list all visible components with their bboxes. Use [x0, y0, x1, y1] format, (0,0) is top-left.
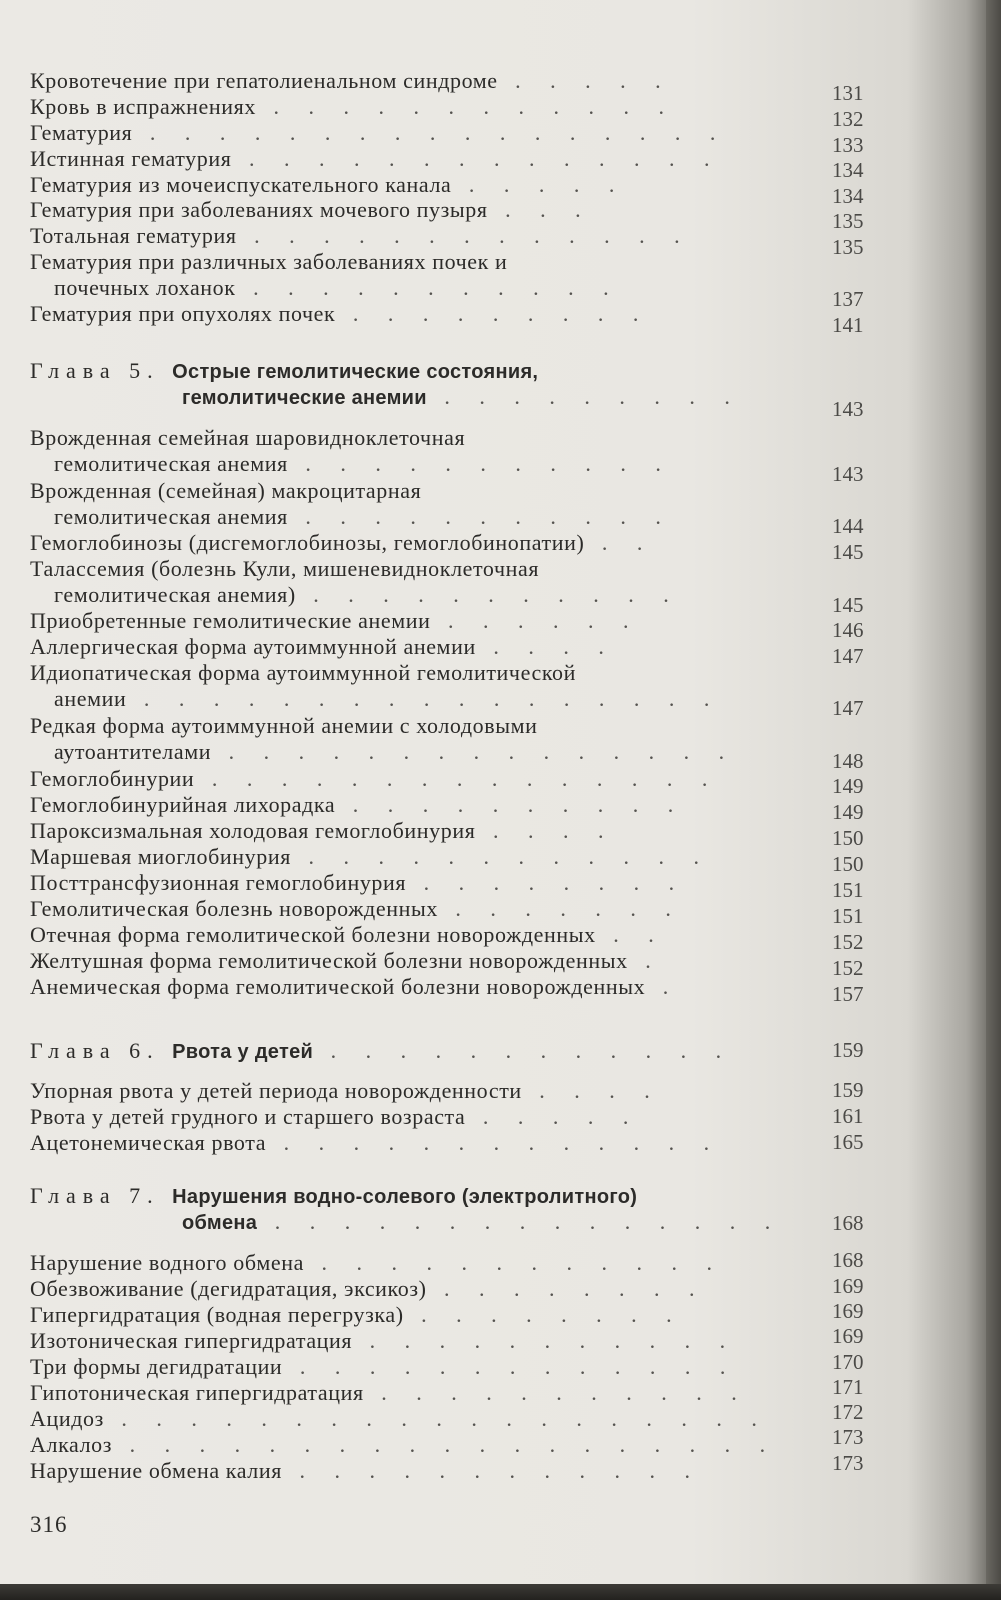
- entry-page-number: 145: [832, 593, 864, 617]
- toc-entry-line: [30, 146, 830, 172]
- toc-entry: [30, 478, 830, 530]
- dot-leader: .: [645, 974, 681, 999]
- entry-title: гемолитическая анемия: [54, 504, 288, 529]
- toc-entry-line: [30, 974, 830, 1000]
- entry-page-number: 151: [832, 878, 864, 902]
- toc-entry-line: [30, 530, 830, 556]
- toc-entry: [30, 556, 830, 608]
- toc-entry-line: [30, 68, 830, 94]
- toc-entry-line: [30, 896, 830, 922]
- toc-entry-line: [30, 478, 830, 504]
- toc-entry: [30, 1406, 830, 1432]
- toc-entry: [30, 425, 830, 477]
- entry-page-number: 149: [832, 774, 864, 798]
- entry-page-number: 146: [832, 618, 864, 642]
- entry-page-number: 149: [832, 800, 864, 824]
- entry-title: анемии: [54, 686, 127, 711]
- dot-leader: . . . . . .: [430, 608, 641, 633]
- entry-page-number: 169: [832, 1274, 864, 1298]
- entry-page-number: 169: [832, 1299, 864, 1323]
- toc-entry: [30, 146, 830, 172]
- dot-leader: . . . . . . . . . . .: [352, 1328, 738, 1353]
- entry-title: Нарушение обмена калия: [30, 1458, 282, 1483]
- entry-page-number: 132: [832, 107, 864, 131]
- entry-title: Гематурия при различных заболеваниях почек и: [30, 249, 508, 274]
- entry-page-number: 168: [832, 1211, 864, 1235]
- toc-entry-line: [30, 425, 830, 451]
- entry-page-number: 148: [832, 749, 864, 773]
- dot-leader: . . . . . . . . . .: [335, 792, 686, 817]
- dot-leader: . . . .: [521, 1078, 662, 1103]
- toc-entry-line: [30, 634, 830, 660]
- dot-leader: . . . . .: [497, 68, 673, 93]
- entry-title: Аллергическая форма аутоиммунной анемии: [30, 634, 476, 659]
- entry-title: Приобретенные гемолитические анемии: [30, 608, 431, 633]
- toc-entry: [30, 197, 830, 223]
- toc-chapter-heading: [30, 1038, 830, 1064]
- entry-page-number: 172: [832, 1400, 864, 1424]
- dot-leader: . . . . . . . . . . . . .: [236, 223, 692, 248]
- entry-title: почечных лоханок: [54, 275, 236, 300]
- toc-entry: [30, 120, 830, 146]
- toc-entry: [30, 1354, 830, 1380]
- dot-leader: . . . . . . . . . . .: [287, 451, 673, 476]
- toc-entry-line: [30, 1183, 830, 1209]
- entry-title: Маршевая миоглобинурия: [30, 844, 291, 869]
- toc-entry-line: [30, 660, 830, 686]
- toc-entry-line: [30, 1458, 830, 1484]
- entry-title: Гематурия при опухолях почек: [30, 301, 336, 326]
- toc-chapter-heading: [30, 1183, 830, 1235]
- toc-entry-line: [30, 384, 830, 410]
- entry-title: Редкая форма аутоиммунной анемии с холодовыми: [30, 713, 538, 738]
- toc-entry-line: [30, 1380, 830, 1406]
- toc-entry: [30, 1104, 830, 1130]
- dot-leader: . . . . . . . . . . . .: [281, 1458, 702, 1483]
- entry-page-number: 157: [832, 982, 864, 1006]
- entry-page-number: 131: [832, 81, 864, 105]
- entry-page-number: 170: [832, 1350, 864, 1374]
- dot-leader: . . . . . . . .: [403, 1302, 684, 1327]
- dot-leader: . . . . .: [465, 1104, 641, 1129]
- toc-entry: [30, 660, 830, 712]
- toc-entry-line: [30, 94, 830, 120]
- entry-page-number: 152: [832, 930, 864, 954]
- toc-entry-line: [30, 1130, 830, 1156]
- toc-entry: [30, 1130, 830, 1156]
- dot-leader: . . . . . . . . . . .: [295, 582, 681, 607]
- entry-page-number: 173: [832, 1425, 864, 1449]
- entry-page-number: 133: [832, 133, 864, 157]
- toc-entry-line: [30, 792, 830, 818]
- toc-entry: [30, 948, 830, 974]
- toc-entry-line: [30, 301, 830, 327]
- dot-leader: . . . . . . . . . . . . . . . . .: [126, 686, 722, 711]
- entry-page-number: 171: [832, 1375, 864, 1399]
- toc-entry-line: [30, 358, 830, 384]
- dot-leader: . . . .: [475, 818, 616, 843]
- chapter-label: Глава 6.: [30, 1038, 173, 1063]
- chapter-label: Глава 7.: [30, 1183, 173, 1208]
- entry-page-number: 159: [832, 1038, 864, 1062]
- dot-leader: . . . . . . . . .: [335, 301, 651, 326]
- entry-page-number: 165: [832, 1130, 864, 1154]
- chapter-title: Рвота у детей: [172, 1041, 314, 1063]
- entry-title: аутоантителами: [54, 739, 212, 764]
- entry-title: Нарушение водного обмена: [30, 1250, 305, 1275]
- entry-title: Ацетонемическая рвота: [30, 1130, 267, 1155]
- entry-page-number: 168: [832, 1248, 864, 1272]
- dot-leader: . . . . . . . . .: [426, 384, 742, 409]
- toc-entry-line: [30, 556, 830, 582]
- entry-page-number: 145: [832, 540, 864, 564]
- toc-entry: [30, 1276, 830, 1302]
- dot-leader: . . . . . . . . . . .: [363, 1380, 749, 1405]
- toc-entry-line: [30, 249, 830, 275]
- toc-entry: [30, 223, 830, 249]
- toc-entry: [30, 530, 830, 556]
- dot-leader: . . . . . . . .: [406, 870, 687, 895]
- toc-entry: [30, 608, 830, 634]
- entry-page-number: 147: [832, 696, 864, 720]
- entry-title: Кровотечение при гепатолиенальном синдроме: [30, 68, 498, 93]
- entry-title: Гемоглобинозы (дисгемоглобинозы, гемоглобинопатии): [30, 530, 585, 555]
- dot-leader: . . . . . . . . . . .: [235, 275, 621, 300]
- chapter-label: Глава 5.: [30, 358, 173, 383]
- dot-leader: . . . . . . . . . . . . . . . . . . .: [103, 1406, 769, 1431]
- toc-entry-line: [30, 197, 830, 223]
- chapter-title: гемолитические анемии: [182, 387, 427, 409]
- dot-leader: . . . .: [475, 634, 616, 659]
- dot-leader: . . . . . . . . . . . .: [304, 1250, 725, 1275]
- dot-leader: . . . . . . . . . . . . . . . . .: [132, 120, 728, 145]
- entry-page-number: 161: [832, 1104, 864, 1128]
- toc-entry: [30, 249, 830, 301]
- dot-leader: . . . . . . . . . . . . . . .: [257, 1209, 783, 1234]
- entry-title: Посттрансфузионная гемоглобинурия: [30, 870, 407, 895]
- entry-title: гемолитическая анемия): [54, 582, 296, 607]
- entry-title: Алкалоз: [30, 1432, 113, 1457]
- entry-page-number: 152: [832, 956, 864, 980]
- toc-entry: [30, 172, 830, 198]
- entry-title: Ацидоз: [30, 1406, 104, 1431]
- toc-entry: [30, 896, 830, 922]
- scan-border: [0, 1584, 1001, 1600]
- entry-page-number: 134: [832, 158, 864, 182]
- entry-title: Идиопатическая форма аутоиммунной гемолитической: [30, 660, 577, 685]
- entry-title: Талассемия (болезнь Кули, мишеневидноклеточная: [30, 556, 540, 581]
- entry-title: Упорная рвота у детей периода новорожденности: [30, 1078, 522, 1103]
- entry-page-number: 135: [832, 235, 864, 259]
- entry-title: Гематурия: [30, 120, 133, 145]
- page-edge-shadow: [986, 0, 1001, 1584]
- toc-entry: [30, 1380, 830, 1406]
- toc-entry-line: [30, 948, 830, 974]
- toc-entry: [30, 68, 830, 94]
- entry-page-number: 151: [832, 904, 864, 928]
- entry-title: Отечная форма гемолитической болезни новорожденных: [30, 922, 596, 947]
- entry-title: Гемолитическая болезнь новорожденных: [30, 896, 438, 921]
- toc-entry-line: [30, 766, 830, 792]
- toc-entry: [30, 94, 830, 120]
- entry-title: гемолитическая анемия: [54, 451, 288, 476]
- entry-page-number: 173: [832, 1451, 864, 1475]
- dot-leader: . . . . . . . . . . . . . . .: [211, 739, 737, 764]
- entry-title: Три формы дегидратации: [30, 1354, 283, 1379]
- entry-title: Тотальная гематурия: [30, 223, 237, 248]
- toc-entry: [30, 1458, 830, 1484]
- entry-page-number: 159: [832, 1078, 864, 1102]
- dot-leader: . . . . . . . .: [426, 1276, 707, 1301]
- toc-chapter-heading: [30, 358, 830, 410]
- entry-page-number: 169: [832, 1324, 864, 1348]
- toc-entry: [30, 713, 830, 765]
- toc-entry-line: [30, 818, 830, 844]
- dot-leader: . . . . . . . . . . . . .: [266, 1130, 722, 1155]
- toc-entry-line: [30, 1078, 830, 1104]
- entry-title: Гипергидратация (водная перегрузка): [30, 1302, 404, 1327]
- entry-page-number: 147: [832, 644, 864, 668]
- chapter-title: Острые гемолитические состояния,: [172, 361, 539, 383]
- toc-entry-line: [30, 870, 830, 896]
- toc-entry-line: [30, 582, 830, 608]
- toc-entry-line: [30, 275, 830, 301]
- entry-page-number: 143: [832, 462, 864, 486]
- toc-entry: [30, 818, 830, 844]
- dot-leader: . . . . . . . . . . . . . .: [231, 146, 722, 171]
- toc-entry-line: [30, 1209, 830, 1235]
- entry-title: Изотоническая гипергидратация: [30, 1328, 353, 1353]
- toc-entry-line: [30, 451, 830, 477]
- dot-leader: .: [627, 948, 663, 973]
- entry-title: Истинная гематурия: [30, 146, 232, 171]
- toc-entry: [30, 870, 830, 896]
- toc-entry-line: [30, 1354, 830, 1380]
- toc-entry-line: [30, 844, 830, 870]
- toc-entry-line: [30, 504, 830, 530]
- entry-title: Гемоглобинурии: [30, 766, 195, 791]
- entry-title: Кровь в испражнениях: [30, 94, 256, 119]
- entry-title: Рвота у детей грудного и старшего возраста: [30, 1104, 466, 1129]
- dot-leader: . . . . .: [451, 172, 627, 197]
- toc-entry-line: [30, 1038, 830, 1064]
- toc-entry-line: [30, 1276, 830, 1302]
- entry-title: Пароксизмальная холодовая гемоглобинурия: [30, 818, 476, 843]
- toc-entry: [30, 301, 830, 327]
- entry-page-number: 143: [832, 397, 864, 421]
- dot-leader: . . . . . . . . . . .: [287, 504, 673, 529]
- toc-entry: [30, 1302, 830, 1328]
- dot-leader: . . . . . . . . . . . .: [290, 844, 711, 869]
- toc-entry-line: [30, 1302, 830, 1328]
- entry-page-number: 135: [832, 209, 864, 233]
- toc-entry-line: [30, 1432, 830, 1458]
- toc-entry-line: [30, 608, 830, 634]
- dot-leader: . . . . . . . . . . . .: [313, 1038, 734, 1063]
- entry-title: Гемоглобинурийная лихорадка: [30, 792, 336, 817]
- toc-entry-line: [30, 1406, 830, 1432]
- toc-entry-line: [30, 922, 830, 948]
- entry-title: Гематурия из мочеиспускательного канала: [30, 172, 452, 197]
- entry-title: Обезвоживание (дегидратация, эксикоз): [30, 1276, 427, 1301]
- toc-entry-line: [30, 223, 830, 249]
- entry-page-number: 150: [832, 826, 864, 850]
- toc-entry-line: [30, 120, 830, 146]
- chapter-title: обмена: [182, 1212, 258, 1234]
- toc-entry: [30, 1250, 830, 1276]
- toc-entry: [30, 922, 830, 948]
- toc-entry-line: [30, 1328, 830, 1354]
- toc-entry: [30, 1328, 830, 1354]
- chapter-title: Нарушения водно-солевого (электролитного): [172, 1186, 638, 1208]
- toc-entry: [30, 792, 830, 818]
- dot-leader: . . . . . . . . . . . . . . .: [194, 766, 720, 791]
- entry-title: Анемическая форма гемолитической болезни новорожденных: [30, 974, 646, 999]
- dot-leader: . . .: [487, 197, 593, 222]
- toc-entry-line: [30, 172, 830, 198]
- toc-entry-line: [30, 739, 830, 765]
- toc-entry: [30, 844, 830, 870]
- entry-title: Гипотоническая гипергидратация: [30, 1380, 364, 1405]
- dot-leader: . . . . . . . . . . . .: [255, 94, 676, 119]
- toc-entry: [30, 974, 830, 1000]
- entry-page-number: 141: [832, 313, 864, 337]
- entry-page-number: 134: [832, 184, 864, 208]
- toc-entry-line: [30, 1104, 830, 1130]
- dot-leader: . . . . . . . . . . . . . . . . . . .: [112, 1432, 778, 1457]
- toc-entry: [30, 1078, 830, 1104]
- entry-title: Гематурия при заболеваниях мочевого пузыря: [30, 197, 488, 222]
- toc-entry-line: [30, 1250, 830, 1276]
- page-number: 316: [30, 1512, 68, 1537]
- dot-leader: . .: [584, 530, 655, 555]
- toc-entry: [30, 1432, 830, 1458]
- entry-page-number: 137: [832, 287, 864, 311]
- dot-leader: . . . . . . .: [437, 896, 683, 921]
- dot-leader: . . . . . . . . . . . . .: [282, 1354, 738, 1379]
- dot-leader: . .: [595, 922, 666, 947]
- toc-entry: [30, 634, 830, 660]
- entry-title: Врожденная семейная шаровидноклеточная: [30, 425, 466, 450]
- toc-entry-line: [30, 686, 830, 712]
- toc-entry: [30, 766, 830, 792]
- entry-title: Врожденная (семейная) макроцитарная: [30, 478, 422, 503]
- entry-page-number: 150: [832, 852, 864, 876]
- toc-entry-line: [30, 713, 830, 739]
- entry-title: Желтушная форма гемолитической болезни новорожденных: [30, 948, 628, 973]
- entry-page-number: 144: [832, 514, 864, 538]
